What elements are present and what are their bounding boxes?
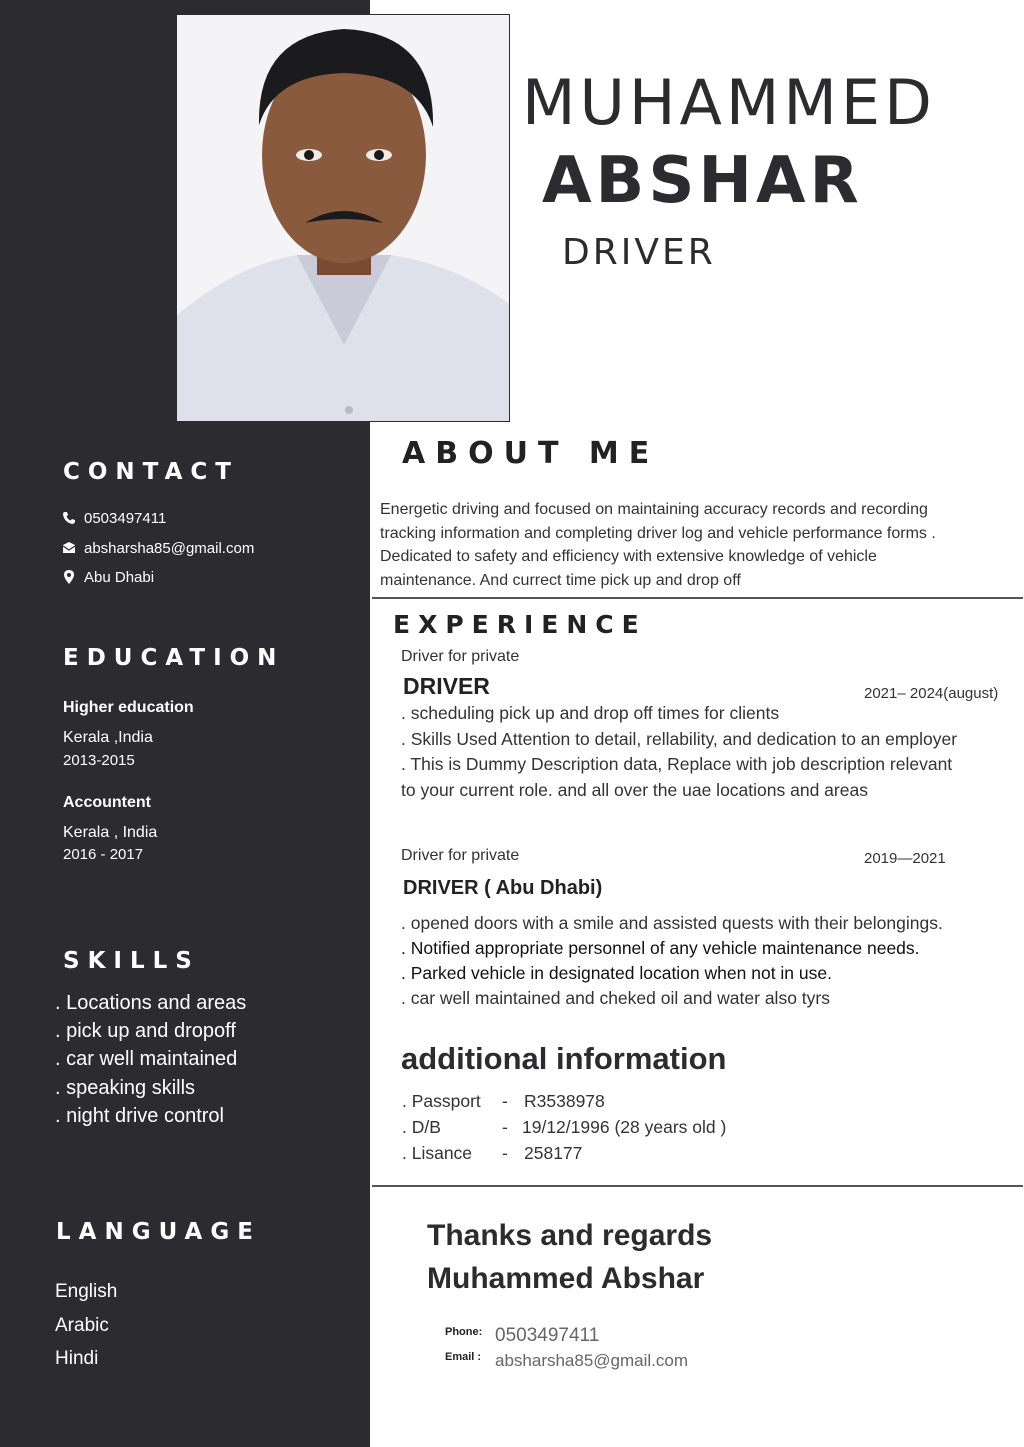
about-line: tracking information and completing driver log and vehicle performance forms . bbox=[380, 524, 936, 542]
skill-item: . Locations and areas bbox=[55, 992, 247, 1014]
section-divider bbox=[372, 597, 1023, 599]
info-value: 19/12/1996 (28 years old ) bbox=[522, 1117, 727, 1137]
closing-line: Thanks and regards bbox=[427, 1219, 713, 1252]
first-name: MUHAMMED bbox=[522, 66, 936, 139]
info-value: 258177 bbox=[524, 1143, 583, 1163]
language-item: Arabic bbox=[55, 1315, 109, 1336]
job-duty: to your current role. and all over the uae locations and areas bbox=[401, 780, 868, 800]
info-label: . Lisance bbox=[402, 1143, 473, 1163]
skill-item: . pick up and dropoff bbox=[55, 1020, 236, 1042]
mail-icon bbox=[62, 541, 76, 555]
job-dates: 2019—2021 bbox=[864, 850, 946, 867]
person-portrait-icon bbox=[177, 15, 510, 422]
education-degree: Accountent bbox=[63, 794, 151, 811]
closing-email: absharsha85@gmail.com bbox=[495, 1351, 689, 1370]
closing-phone-label: Phone: bbox=[445, 1326, 483, 1338]
contact-email bbox=[62, 540, 254, 557]
info-row bbox=[402, 1143, 582, 1164]
contact-phone-text: 0503497411 bbox=[84, 510, 167, 527]
skill-item: . speaking skills bbox=[55, 1077, 196, 1099]
job-title: DRIVER bbox=[562, 232, 716, 273]
info-label: . D/B bbox=[402, 1117, 441, 1137]
contact-location-text: Abu Dhabi bbox=[84, 569, 155, 586]
info-row bbox=[402, 1117, 726, 1138]
job-role: DRIVER ( Abu Dhabi) bbox=[403, 877, 603, 899]
section-divider bbox=[372, 1185, 1023, 1187]
experience-heading: EXPERIENCE bbox=[393, 610, 647, 639]
education-place: Kerala , India bbox=[63, 824, 158, 841]
job-duty: . Notified appropriate personnel of any vehicle maintenance needs. bbox=[401, 938, 920, 958]
info-label: . Passport bbox=[402, 1091, 481, 1111]
phone-icon bbox=[62, 511, 76, 525]
language-heading: LANGUAGE bbox=[56, 1219, 261, 1245]
skill-item: . night drive control bbox=[55, 1105, 224, 1127]
contact-heading: CONTACT bbox=[63, 459, 239, 485]
job-dates: 2021– 2024(august) bbox=[864, 685, 999, 702]
education-years: 2013-2015 bbox=[63, 752, 135, 769]
location-pin-icon bbox=[62, 570, 76, 584]
skill-item: . car well maintained bbox=[55, 1048, 238, 1070]
info-row bbox=[402, 1091, 605, 1112]
closing-email-label: Email : bbox=[445, 1351, 482, 1363]
contact-phone bbox=[62, 510, 166, 527]
last-name: ABSHAR bbox=[542, 144, 863, 218]
job-duty: . car well maintained and cheked oil and water also tyrs bbox=[401, 988, 830, 1008]
closing-phone: 0503497411 bbox=[495, 1325, 600, 1346]
about-line: Dedicated to safety and efficiency with extensive knowledge of vehicle bbox=[380, 548, 877, 565]
job-duty: . This is Dummy Description data, Replace with job description relevant bbox=[401, 754, 953, 774]
about-heading: ABOUT ME bbox=[402, 436, 660, 471]
job-role: DRIVER bbox=[403, 673, 490, 699]
education-heading: EDUCATION bbox=[63, 645, 285, 671]
job-duty: . Skills Used Attention to detail, rellability, and dedication to an employer bbox=[401, 729, 958, 749]
education-place: Kerala ,India bbox=[63, 729, 153, 746]
language-item: Hindi bbox=[55, 1348, 99, 1369]
about-text bbox=[380, 498, 936, 592]
info-sep: - bbox=[502, 1091, 508, 1111]
education-degree: Higher education bbox=[63, 699, 194, 716]
education-years: 2016 - 2017 bbox=[63, 846, 144, 863]
about-line: maintenance. And currect time pick up and drop off bbox=[380, 571, 741, 589]
contact-location bbox=[62, 569, 154, 586]
job-duty: . opened doors with a smile and assisted quests with their belongings. bbox=[401, 913, 943, 933]
additional-heading: additional information bbox=[401, 1041, 727, 1076]
contact-email-text: absharsha85@gmail.com bbox=[84, 540, 255, 557]
info-sep: - bbox=[502, 1143, 508, 1163]
info-sep: - bbox=[502, 1117, 508, 1137]
info-value: R3538978 bbox=[524, 1091, 605, 1111]
job-duty: . scheduling pick up and drop off times for clients bbox=[401, 703, 780, 723]
about-line: Energetic driving and focused on maintaining accuracy records and recording bbox=[380, 501, 928, 518]
skills-heading: SKILLS bbox=[63, 948, 200, 974]
profile-photo bbox=[176, 14, 510, 422]
job-employer: Driver for private bbox=[401, 847, 520, 864]
language-item: English bbox=[55, 1281, 118, 1302]
job-duty: . Parked vehicle in designated location when not in use. bbox=[401, 963, 832, 983]
closing-name: Muhammed Abshar bbox=[427, 1262, 705, 1295]
job-employer: Driver for private bbox=[401, 648, 520, 665]
